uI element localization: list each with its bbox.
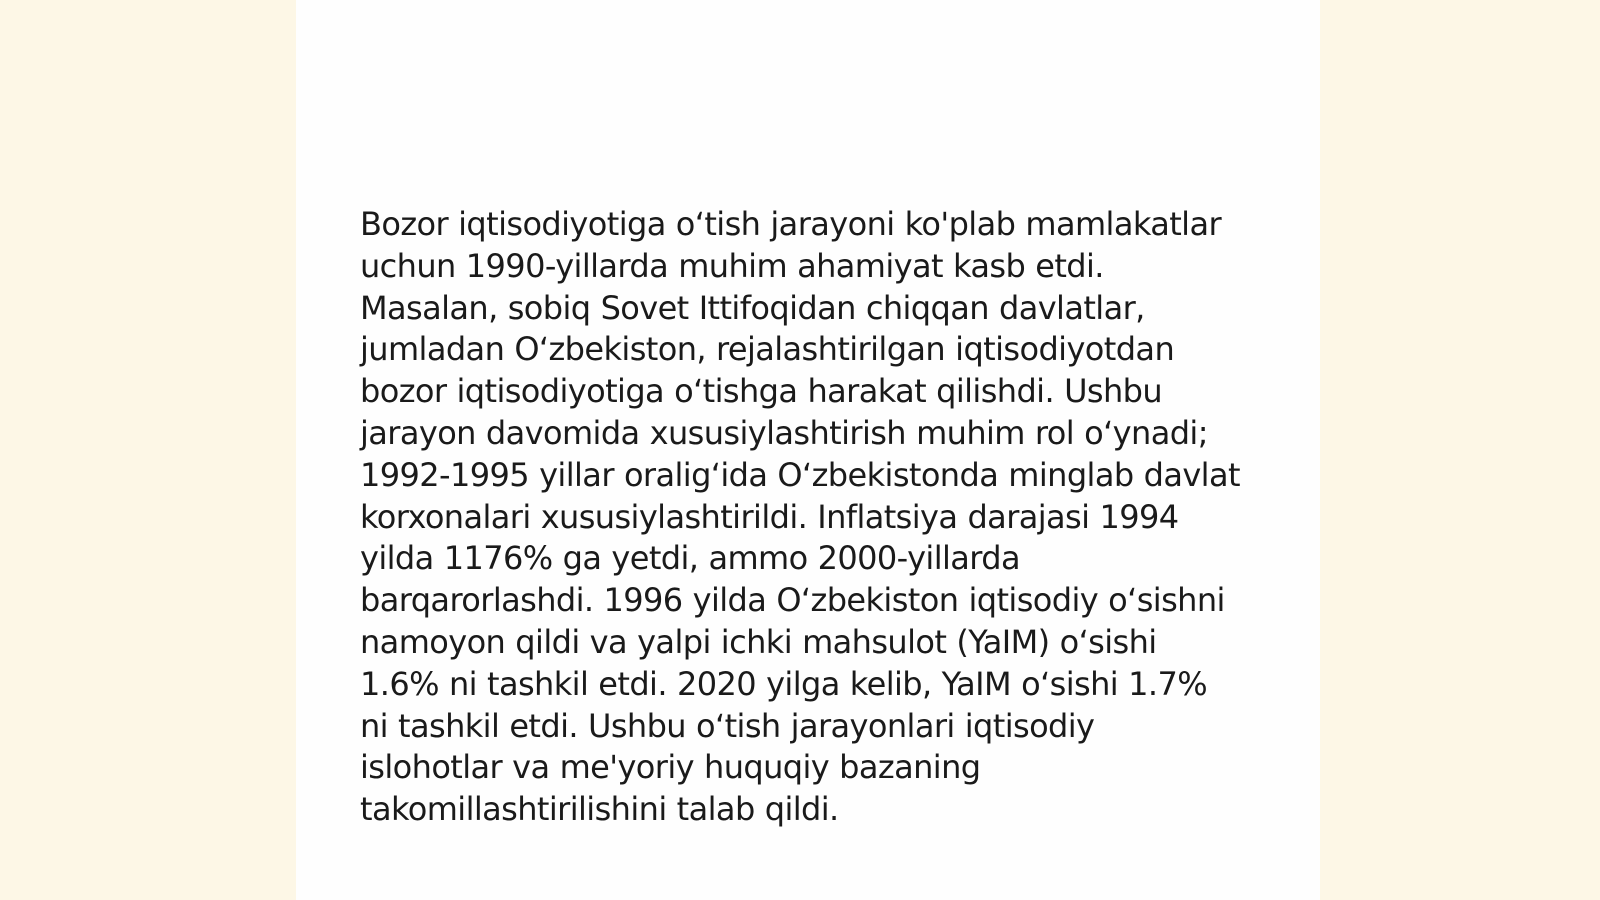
body-paragraph: Bozor iqtisodiyotiga o‘tish jarayoni ko'plab mamlakatlar uchun 1990-yillarda muhim ahamiyat kasb etdi. Masalan, sobiq Sovet Ittifoqidan chiqqan davlatlar, jumladan O‘zbekiston, rejalashtirilgan iqtisodiyotdan bozor iqtisodiyotiga o‘tishga harakat qilishdi. Ushbu jarayon davomida xususiylashtirish muhim rol o‘ynadi; 1992-1995 yillar oralig‘ida O‘zbekistonda minglab davlat korxonalari xususiylashtirildi. Inflatsiya darajasi 1994 yilda 1176% ga yetdi, ammo 2000-yillarda barqarorlashdi. 1996 yilda O‘zbekiston iqtisodiy o‘sishni namoyon qildi va yalpi ichki mahsulot (YaIM) o‘sishi 1.6% ni tashkil etdi. 2020 yilga kelib, YaIM o‘sishi 1.7% ni tashkil etdi. Ushbu o‘tish jarayonlari iqtisodiy islohotlar va me'yoriy huquqiy bazaning takomillashtirilishini talab qildi. — [360, 205, 1240, 829]
document-page — [296, 0, 1320, 900]
